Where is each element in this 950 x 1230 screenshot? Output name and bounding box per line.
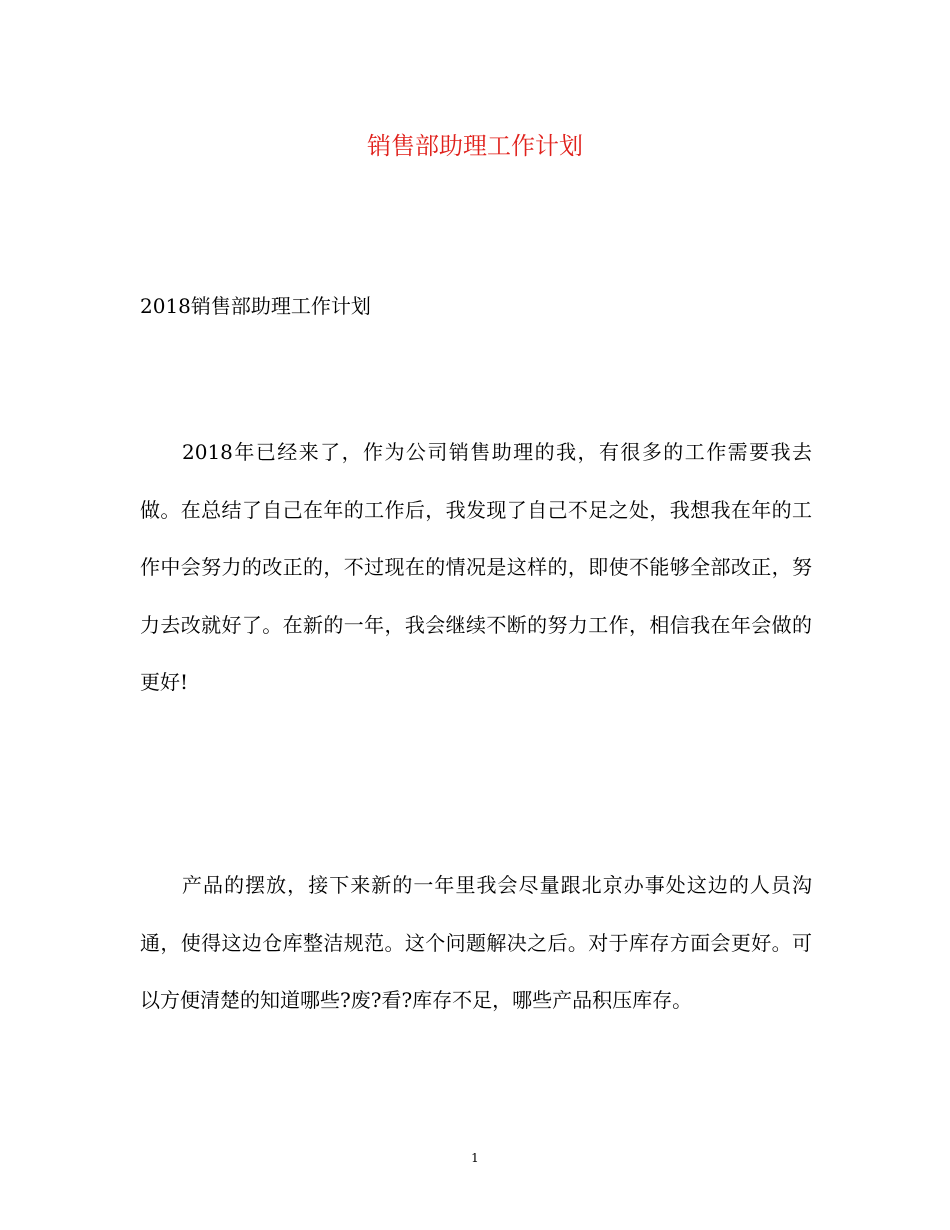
paragraph-intro: 2018年已经来了，作为公司销售助理的我，有很多的工作需要我去做。在总结了自己在年的工作后，我发现了自己不足之处，我想我在年的工作中会努力的改正的，不过现在的情况是这样的，即使不能够全部改正，努力去改就好了。在新的一年，我会继续不断的努力工作，相信我在年会做的更好!	[140, 440, 812, 694]
page-number: 1	[471, 1151, 479, 1165]
paragraph-product-placement: 产品的摆放，接下来新的一年里我会尽量跟北京办事处这边的人员沟通，使得这边仓库整洁规范。这个问题解决之后。对于库存方面会更好。可以方便清楚的知道哪些?废?看?库存不足，哪些产品积压库存。	[140, 873, 812, 1012]
document-subtitle: 2018销售部助理工作计划	[140, 294, 371, 318]
document-title: 销售部助理工作计划	[367, 132, 583, 160]
